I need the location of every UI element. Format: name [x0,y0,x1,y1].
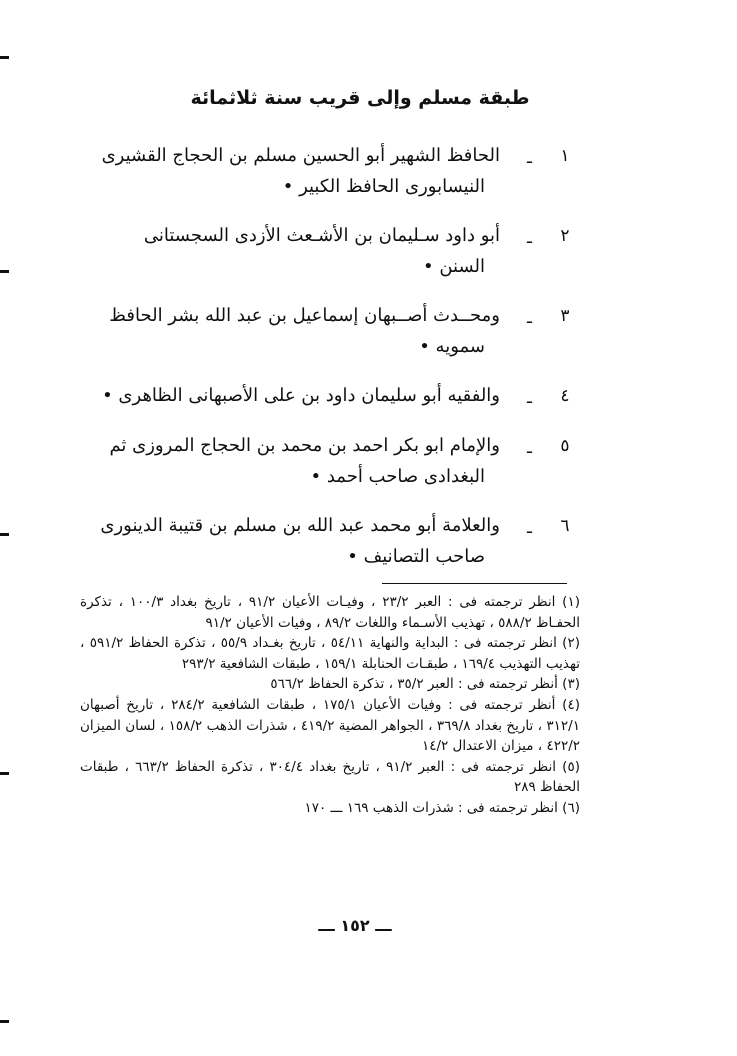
entry-line: الحافظ الشهير أبو الحسين مسلم بن الحجاج القشيرى [101,145,500,166]
scan-edge-mark [0,533,9,536]
entry-3 [70,300,580,380]
entry-number: ٤ [560,386,570,406]
page-number: ـــ ١٥٢ ـــ [318,916,392,935]
entry-5 [70,430,580,510]
entry-dash: ـ [527,308,532,328]
entry-1 [70,140,580,220]
entry-dash: ـ [527,148,532,168]
entry-line: والعلامة أبو محمد عبد الله بن مسلم بن قتيبة الدينورى [100,515,500,536]
entry-continuation: صاحب التصانيف • [347,546,485,567]
entry-line: أبو داود سـليمان بن الأشـعث الأزدى السجستانى [143,225,500,246]
footnote-4: (٤) أنظر ترجمته فى : وفيات الأعيان ١٧٥/١ ، طبقات الشافعية ٢٨٤/٢ ، تاريخ أصبهان ٣١٢/١ ، تاريخ بغداد ٣٦٩/٨ ، الجواهر المضية ٤١٩/٢ ، شذرات الذهب ١٥٨/٢ ، لسان الميزان ٤٢٢/٢ ، ميزان الاعتدال ١٤/٢ [80,696,580,755]
entry-dash: ـ [527,518,532,538]
page-title: طبقة مسلم وإلى قريب سنة ثلاثمائة [190,87,530,109]
entry-number: ٣ [560,306,570,326]
scan-edge-mark [0,1020,9,1023]
entry-number: ٥ [560,436,570,456]
entry-6 [70,510,580,590]
entry-number: ٢ [560,226,570,246]
footnote-5: (٥) انظر ترجمته فى : العبر ٩١/٢ ، تاريخ بغداد ٣٠٤/٤ ، تذكرة الحفاظ ٦٦٣/٢ ، طبقات الحفاظ ٢٨٩ [80,758,580,796]
entry-continuation: السنن • [422,256,485,277]
entry-number: ١ [560,146,570,166]
footnotes [80,592,580,819]
scan-edge-mark [0,56,9,59]
footnote-6: (٦) انظر ترجمته فى : شذرات الذهب ١٦٩ ـــ ١٧٠ [304,799,580,816]
entry-dash: ـ [527,438,532,458]
entry-line: ومحــدث أصــبهان إسماعيل بن عبد الله بشر الحافظ [109,305,500,326]
entry-line: والفقيه أبو سليمان داود بن على الأصبهانى الظاهرى • [102,385,500,406]
scan-edge-mark [0,772,9,775]
entry-dash: ـ [527,388,532,408]
entry-dash: ـ [527,228,532,248]
entry-4 [70,380,580,430]
entry-2 [70,220,580,300]
footnote-separator [382,583,567,584]
scan-edge-mark [0,270,9,273]
footnote-1: (١) انظر ترجمته فى : العبر ٢٣/٢ ، وفيـات الأعيان ٩١/٢ ، تاريخ بغداد ١٠٠/٣ ، تذكرة الحفـاظ ٥٨٨/٢ ، تهذيب الأسـماء واللغات ٨٩/٢ ، وفيات الأعيان ٩١/٢ [80,594,580,631]
entry-number: ٦ [560,516,570,536]
entry-continuation: البغدادى صاحب أحمد • [310,466,485,487]
entry-line: والإمام ابو بكر احمد بن محمد بن الحجاج المروزى ثم [109,435,500,456]
footnote-3: (٣) أنظر ترجمته فى : العبر ٣٥/٢ ، تذكرة الحفاظ ٥٦٦/٢ [270,676,580,693]
entry-continuation: النيسابورى الحافظ الكبير • [282,176,485,197]
entry-continuation: سمويه • [419,336,485,357]
entries-list [70,140,580,590]
footnote-2: (٢) انظر ترجمته فى : البداية والنهاية ٥٤/١١ ، تاريخ بغـداد ٥٥/٩ ، تذكرة الحفاظ ٥٩١/٢ ، تهذيب التهذيب ١٦٩/٤ ، طبقـات الحنابلة ١٥٩/١ ، طبقات الشافعية ٢٩٣/٢ [80,635,580,672]
